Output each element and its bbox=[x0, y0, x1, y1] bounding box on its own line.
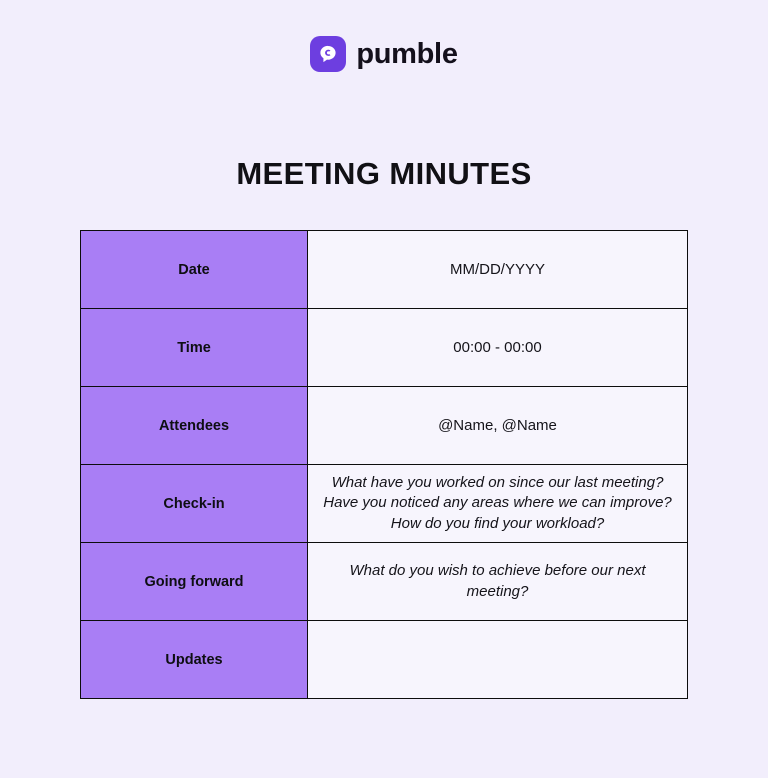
row-value-attendees[interactable] bbox=[308, 387, 688, 465]
value-line: @Name, @Name bbox=[438, 417, 557, 434]
row-label-attendees: Attendees bbox=[81, 387, 308, 465]
value-line: Have you noticed any areas where we can improve? bbox=[323, 494, 672, 512]
table-row bbox=[81, 387, 688, 465]
value-line: What have you worked on since our last meeting? bbox=[331, 474, 664, 492]
minutes-table-wrapper bbox=[80, 230, 688, 699]
page-title: MEETING MINUTES bbox=[236, 156, 532, 191]
row-value-going-forward[interactable] bbox=[308, 543, 688, 621]
minutes-table bbox=[80, 230, 688, 699]
table-row bbox=[81, 231, 688, 309]
row-value-check-in[interactable] bbox=[308, 465, 688, 543]
value-line: MM/DD/YYYY bbox=[449, 261, 545, 278]
row-label-going-forward: Going forward bbox=[81, 543, 308, 621]
row-label-updates: Updates bbox=[81, 621, 308, 699]
table-row bbox=[81, 543, 688, 621]
row-label-check-in: Check-in bbox=[81, 465, 308, 543]
row-value-date[interactable] bbox=[308, 231, 688, 309]
row-label-date: Date bbox=[81, 231, 308, 309]
row-label-time: Time bbox=[81, 309, 308, 387]
pumble-logo-icon bbox=[310, 36, 346, 72]
table-row bbox=[81, 465, 688, 543]
row-value-time[interactable] bbox=[308, 309, 688, 387]
value-line: 00:00 - 00:00 bbox=[453, 339, 542, 356]
row-value-updates[interactable] bbox=[308, 621, 688, 699]
brand-header bbox=[0, 0, 768, 72]
value-line: How do you find your workload? bbox=[390, 514, 605, 532]
value-line: What do you wish to achieve before our next meeting? bbox=[349, 562, 646, 600]
table-row bbox=[81, 309, 688, 387]
brand-name: pumble bbox=[356, 37, 458, 70]
table-row bbox=[81, 621, 688, 699]
